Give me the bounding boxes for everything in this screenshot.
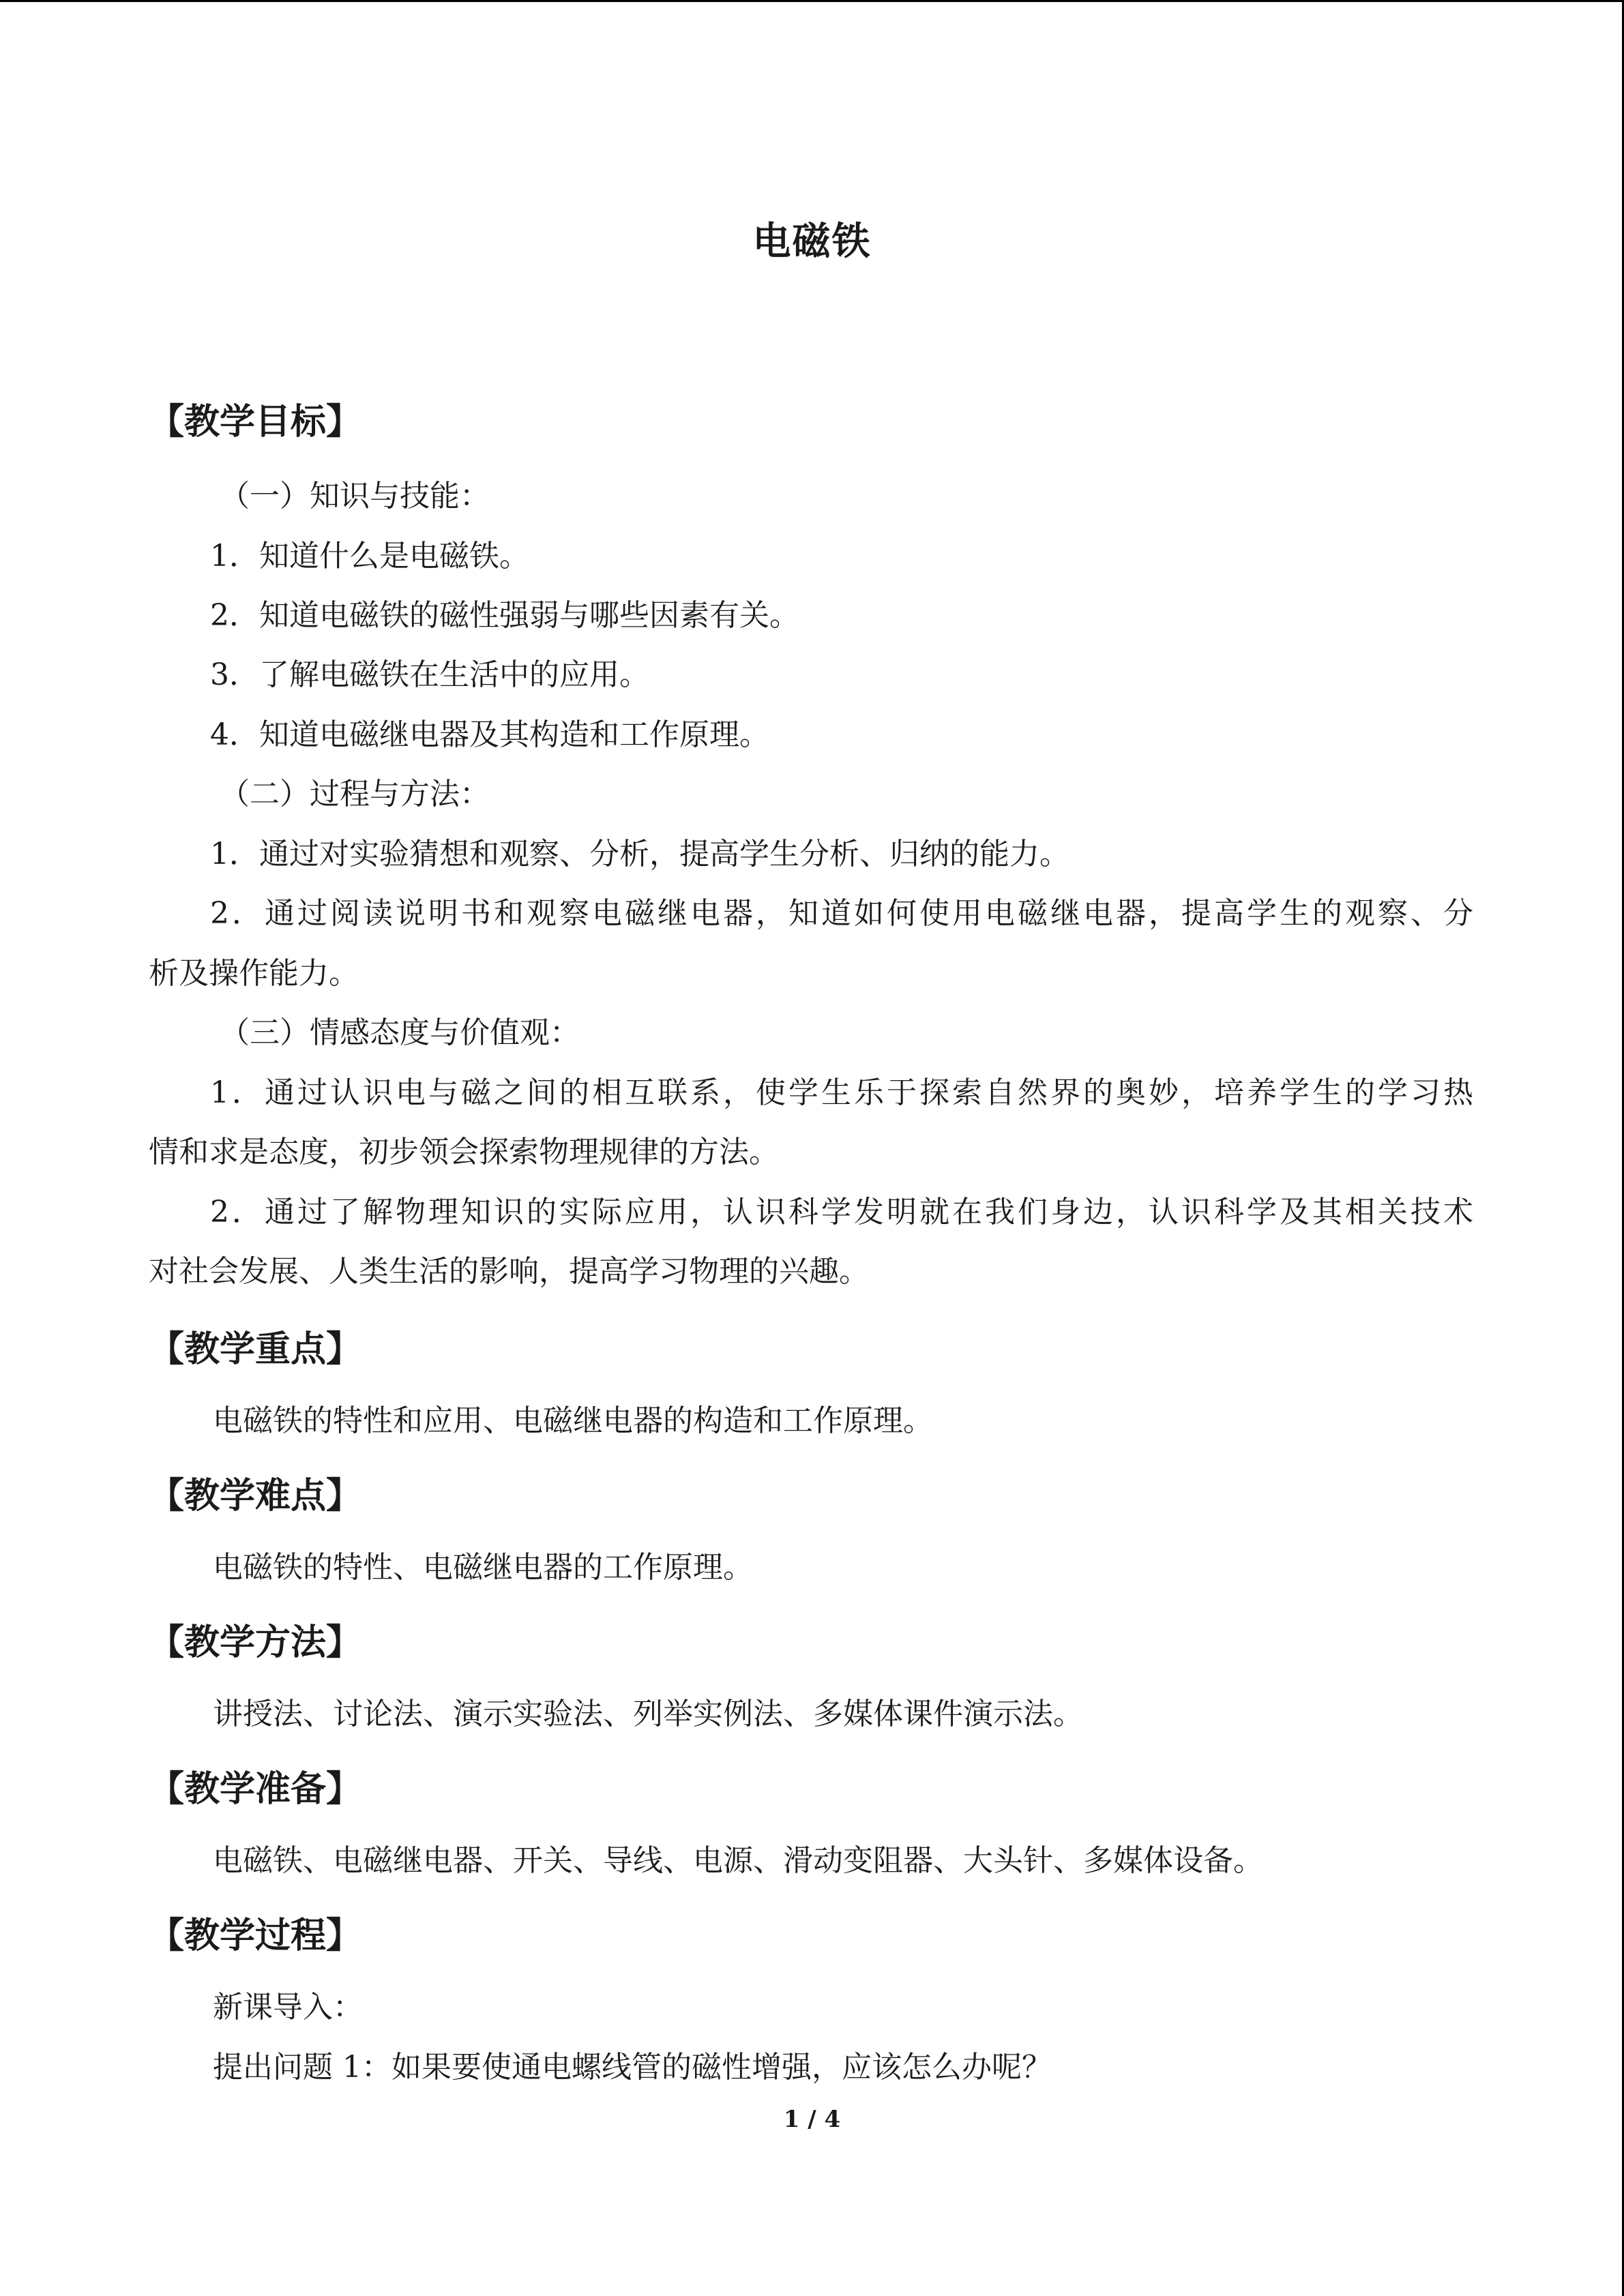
page-number: 1 / 4 bbox=[783, 2106, 841, 2133]
heading-key-points: 【教学重点】 bbox=[149, 1329, 362, 1370]
key-points-text: 电磁铁的特性和应用、电磁继电器的构造和工作原理。 bbox=[213, 1403, 933, 1438]
knowledge-item-3: 3．了解电磁铁在生活中的应用。 bbox=[210, 657, 649, 692]
attitude-item-1-line-2: 情和求是态度，初步领会探索物理规律的方法。 bbox=[149, 1135, 779, 1169]
subheading-knowledge-skills: （一）知识与技能： bbox=[220, 479, 490, 513]
subheading-process-methods: （二）过程与方法： bbox=[220, 777, 490, 811]
heading-objectives: 【教学目标】 bbox=[149, 402, 362, 443]
knowledge-item-1: 1．知道什么是电磁铁。 bbox=[210, 539, 529, 573]
heading-preparation: 【教学准备】 bbox=[149, 1769, 362, 1810]
difficulties-text: 电磁铁的特性、电磁继电器的工作原理。 bbox=[213, 1550, 753, 1585]
process-item-2-line-1: 2．通过阅读说明书和观察电磁继电器，知道如何使用电磁继电器，提高学生的观察、分 bbox=[210, 896, 1473, 931]
methods-text: 讲授法、讨论法、演示实验法、列举实例法、多媒体课件演示法。 bbox=[213, 1697, 1083, 1731]
attitude-item-2-line-2: 对社会发展、人类生活的影响，提高学习物理的兴趣。 bbox=[149, 1254, 869, 1289]
process-question-1: 提出问题 1：如果要使通电螺线管的磁性增强，应该怎么办呢？ bbox=[213, 2050, 1052, 2085]
document-title: 电磁铁 bbox=[752, 220, 872, 264]
process-item-1: 1．通过对实验猜想和观察、分析，提高学生分析、归纳的能力。 bbox=[210, 837, 1069, 871]
process-item-2-line-2: 析及操作能力。 bbox=[149, 956, 359, 991]
preparation-text: 电磁铁、电磁继电器、开关、导线、电源、滑动变阻器、大头针、多媒体设备。 bbox=[213, 1843, 1263, 1878]
subheading-attitudes-values: （三）情感态度与价值观： bbox=[220, 1015, 580, 1050]
attitude-item-1-line-1: 1．通过认识电与磁之间的相互联系，使学生乐于探索自然界的奥妙，培养学生的学习热 bbox=[210, 1075, 1473, 1110]
knowledge-item-2: 2．知道电磁铁的磁性强弱与哪些因素有关。 bbox=[210, 598, 799, 633]
heading-process: 【教学过程】 bbox=[149, 1915, 362, 1956]
attitude-item-2-line-1: 2．通过了解物理知识的实际应用，认识科学发明就在我们身边，认识科学及其相关技术 bbox=[210, 1195, 1473, 1229]
process-intro: 新课导入： bbox=[213, 1990, 363, 2025]
heading-difficulties: 【教学难点】 bbox=[149, 1476, 362, 1517]
heading-methods: 【教学方法】 bbox=[149, 1622, 362, 1663]
knowledge-item-4: 4．知道电磁继电器及其构造和工作原理。 bbox=[210, 717, 769, 752]
